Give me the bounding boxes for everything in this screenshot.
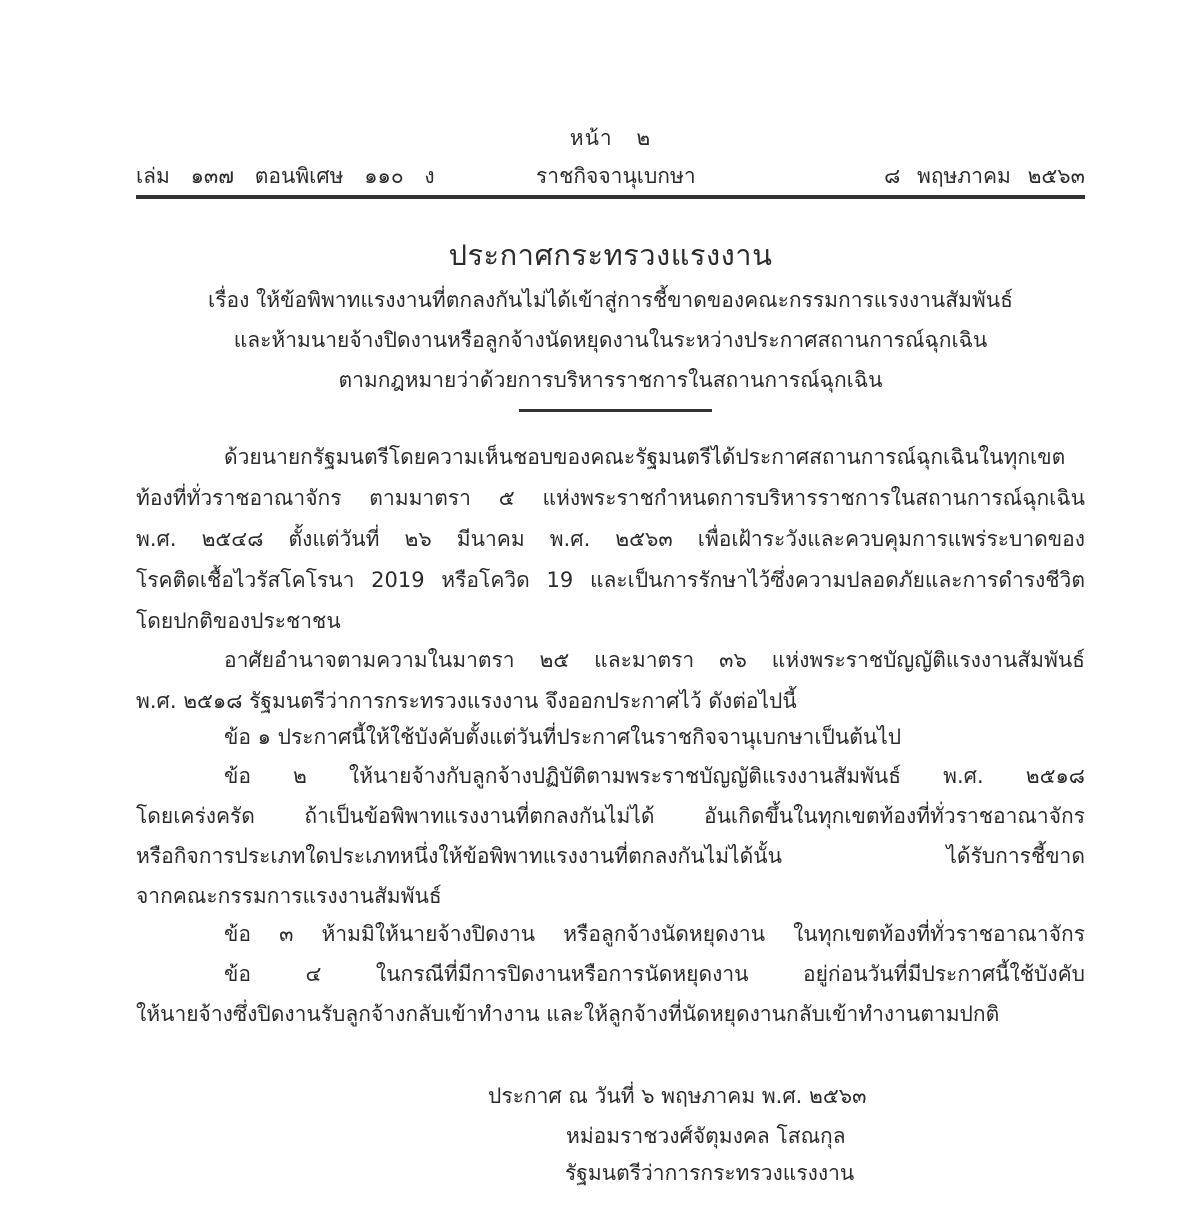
- paragraph-1-line-1: ด้วยนายกรัฐมนตรีโดยความเห็นชอบของคณะรัฐมนตรีได้ประกาศสถานการณ์ฉุกเฉินในทุกเขต: [224, 445, 1066, 469]
- document-title: ประกาศกระทรวงแรงงาน: [448, 238, 773, 272]
- publication-date: ๘ พฤษภาคม ๒๕๖๓: [884, 164, 1085, 188]
- page-label: หน้า: [569, 126, 613, 150]
- paragraph-2-line-2: พ.ศ. ๒๕๑๘ รัฐมนตรีว่าการกระทรวงแรงงาน จึงออกประกาศไว้ ดังต่อไปนี้: [136, 689, 797, 713]
- clause-4-line-2: ให้นายจ้างซึ่งปิดงานรับลูกจ้างกลับเข้าทำงาน และให้ลูกจ้างที่นัดหยุดงานกลับเข้าทำงานตามปกติ: [136, 1002, 1000, 1026]
- gazette-page: [136, 0, 1085, 1216]
- title-divider: [519, 409, 712, 412]
- paragraph-2-line-1: อาศัยอำนาจตามความในมาตรา ๒๕ และมาตรา ๓๖ แห่งพระราชบัญญัติแรงงานสัมพันธ์: [224, 648, 1085, 672]
- volume-info: เล่ม ๑๓๗ ตอนพิเศษ ๑๑๐ ง: [136, 164, 435, 188]
- clause-3-line-1: ข้อ ๓ ห้ามมิให้นายจ้างปิดงาน หรือลูกจ้างนัดหยุดงาน ในทุกเขตท้องที่ทั่วราชอาณาจักร: [224, 922, 1085, 946]
- subject-line-3: ตามกฎหมายว่าด้วยการบริหารราชการในสถานการณ์ฉุกเฉิน: [338, 368, 883, 392]
- clause-1-line-1: ข้อ ๑ ประกาศนี้ให้ใช้บังคับตั้งแต่วันที่ประกาศในราชกิจจานุเบกษาเป็นต้นไป: [224, 725, 902, 749]
- page-number-value: ๒: [636, 126, 652, 150]
- clause-2-line-4: จากคณะกรรมการแรงงานสัมพันธ์: [136, 884, 442, 908]
- subject-line-2: และห้ามนายจ้างปิดงานหรือลูกจ้างนัดหยุดงานในระหว่างประกาศสถานการณ์ฉุกเฉิน: [233, 328, 988, 352]
- paragraph-1-line-3: พ.ศ. ๒๕๔๘ ตั้งแต่วันที่ ๒๖ มีนาคม พ.ศ. ๒๕๖๓ เพื่อเฝ้าระวังและควบคุมการแพร่ระบาดของ: [136, 527, 1085, 551]
- signatory-position: รัฐมนตรีว่าการกระทรวงแรงงาน: [565, 1161, 855, 1185]
- paragraph-1-line-5: โดยปกติของประชาชน: [136, 609, 341, 633]
- clause-2-line-2: โดยเคร่งครัด ถ้าเป็นข้อพิพาทแรงงานที่ตกลงกันไม่ได้ อันเกิดขึ้นในทุกเขตท้องที่ทั่วราชอาณาจักร: [136, 804, 1085, 828]
- gazette-header: [136, 160, 1085, 192]
- clause-2-line-3: หรือกิจการประเภทใดประเภทหนึ่งให้ข้อพิพาทแรงงานที่ตกลงกันไม่ได้นั้น ได้รับการชี้ขาด: [136, 844, 1085, 868]
- signatory-name: หม่อมราชวงศ์จัตุมงคล โสณกุล: [566, 1124, 846, 1148]
- paragraph-1-line-2: ท้องที่ทั่วราชอาณาจักร ตามมาตรา ๕ แห่งพระราชกำหนดการบริหารราชการในสถานการณ์ฉุกเฉิน: [136, 486, 1085, 510]
- announcement-date: ประกาศ ณ วันที่ ๖ พฤษภาคม พ.ศ. ๒๕๖๓: [488, 1084, 867, 1108]
- header-divider: [136, 195, 1085, 199]
- paragraph-1-line-4: โรคติดเชื้อไวรัสโคโรนา 2019 หรือโควิด 19 และเป็นการรักษาไว้ซึ่งความปลอดภัยและการดำรงชีวิต: [136, 568, 1085, 592]
- subject-line-1: เรื่อง ให้ข้อพิพาทแรงงานที่ตกลงกันไม่ได้เข้าสู่การชี้ขาดของคณะกรรมการแรงงานสัมพันธ์: [208, 288, 1013, 312]
- clause-4-line-1: ข้อ ๔ ในกรณีที่มีการปิดงานหรือการนัดหยุดงาน อยู่ก่อนวันที่มีประกาศนี้ใช้บังคับ: [224, 962, 1085, 986]
- page-number: [136, 122, 1085, 155]
- publication-name: ราชกิจจานุเบกษา: [536, 164, 696, 188]
- clause-2-line-1: ข้อ ๒ ให้นายจ้างกับลูกจ้างปฏิบัติตามพระราชบัญญัติแรงงานสัมพันธ์ พ.ศ. ๒๕๑๘: [224, 764, 1085, 788]
